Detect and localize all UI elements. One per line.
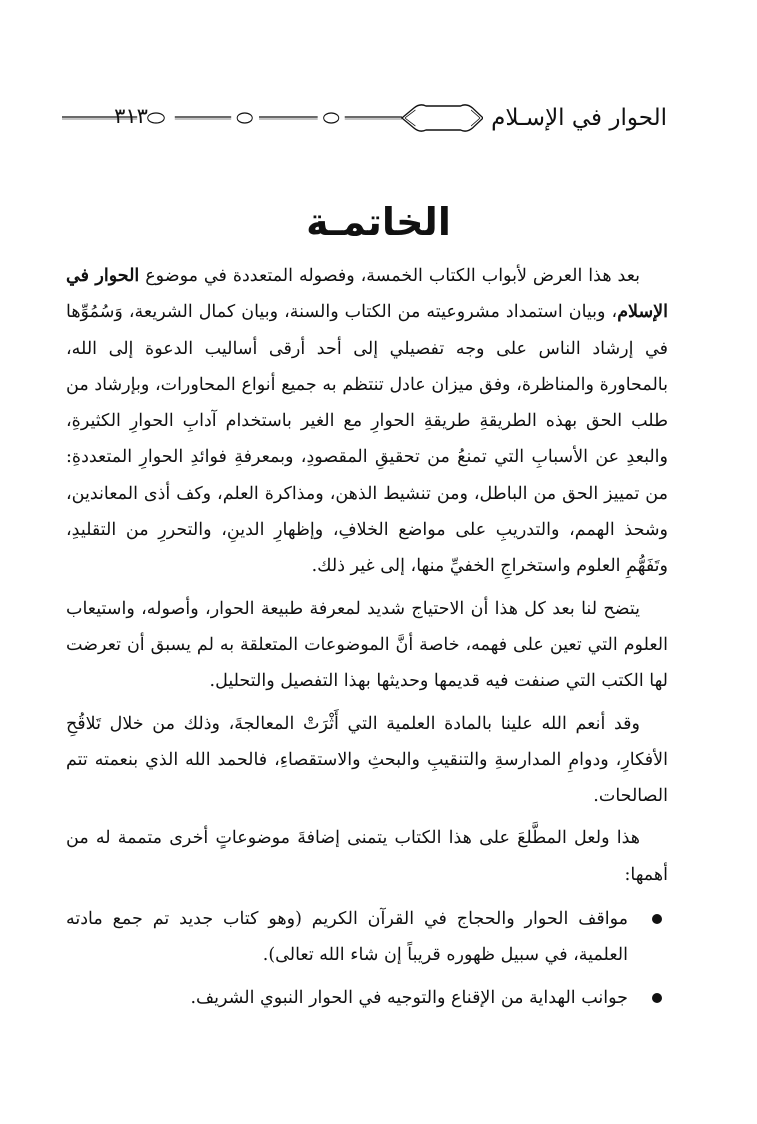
text-run: هذا ولعل المطَّلعَ على هذا الكتاب يتمنى إضافةَ موضوعاتٍ أخرى متممة له من أهمها: (66, 828, 668, 885)
paragraph-need (66, 591, 668, 700)
text-run: ، وبيان استمداد مشروعيته من الكتاب والسنة، وبيان كمال الشريعة، وَسُمُوِّها في إرشاد الناس على وجه تفصيلي إلى أحد أرقى أساليب الدعوة إلى الله، بالمحاورة والمناظرة، وفق ميزان عادل تنتظم به جميع أنواع المحاورات، وبإرشاد من طلب الحق بهذه الطريقةِ طريقةِ الحوارِ مع الغير باستخدام آدابِ الحوارِ الكثيرةِ، والبعدِ عن الأسبابِ التي تمنعُ من تحقيقِ المقصودِ، وبمعرفةِ فوائدِ الحوارِ المتعددةِ: من تمييز الحق من الباطل، ومن تنشيط الذهن، ومذاكرة العلم، وكف أذى المعاندين، وشحذ الهمم، والتدريبِ على مواضع الخلافِ، وإظهارِ الدينِ، والتحررِ من التقليدِ، وتَفَهُّمِ العلوم واستخراجِ الخفيِّ منها، إلى غير ذلك. (66, 302, 668, 577)
list-item-text: مواقف الحوار والحجاج في القرآن الكريم (وهو كتاب جديد تم جمع مادته العلمية، في سبيل ظهوره قريباً إن شاء الله تعالى). (66, 909, 628, 966)
future-topics-list (66, 901, 668, 1016)
text-run: وقد أنعم الله علينا بالمادة العلمية التي أَثْرَتْ المعالجةَ، وذلك من خلال تَلاقُحِ الأفكارِ، ودوامِ المدارسةِ والتنقيبِ والبحثِ والاستقصاءِ، فالحمد الله الذي بنعمته تتم الصالحات. (66, 713, 668, 807)
list-item (66, 901, 668, 974)
bullet-dot-icon (652, 993, 662, 1003)
text-run: بعد هذا العرض لأبواب الكتاب الخمسة، وفصوله المتعددة في موضوع (139, 266, 641, 286)
chapter-title: الخاتمـة (306, 200, 451, 244)
list-item (66, 980, 668, 1016)
text-run: يتضح لنا بعد كل هذا أن الاحتياج شديد لمعرفة طبيعة الحوار، وأصوله، واستيعاب العلوم التي تعين على فهمه، خاصة أنَّ الموضوعات المتعلقة به لم يسبق أن تعرضت لها الكتب التي صنفت فيه قديمها وحديثها بهذا التفصيل والتحليل. (66, 598, 668, 692)
running-title: الحوار في الإسـلام (491, 105, 667, 131)
paragraph-future-topics (66, 820, 668, 893)
page-number: ٣١٣ (114, 104, 148, 128)
bullet-dot-icon (652, 914, 662, 924)
bold-term: الحوار في الإسلام (66, 266, 668, 323)
oval-ornament (237, 113, 252, 123)
body-text (66, 258, 668, 1016)
paragraph-gratitude (66, 706, 668, 815)
list-item-text: جوانب الهداية من الإقناع والتوجيه في الحوار النبوي الشريف. (190, 987, 628, 1008)
oval-ornament (324, 113, 339, 123)
paragraph-conclusion-summary (66, 258, 668, 585)
